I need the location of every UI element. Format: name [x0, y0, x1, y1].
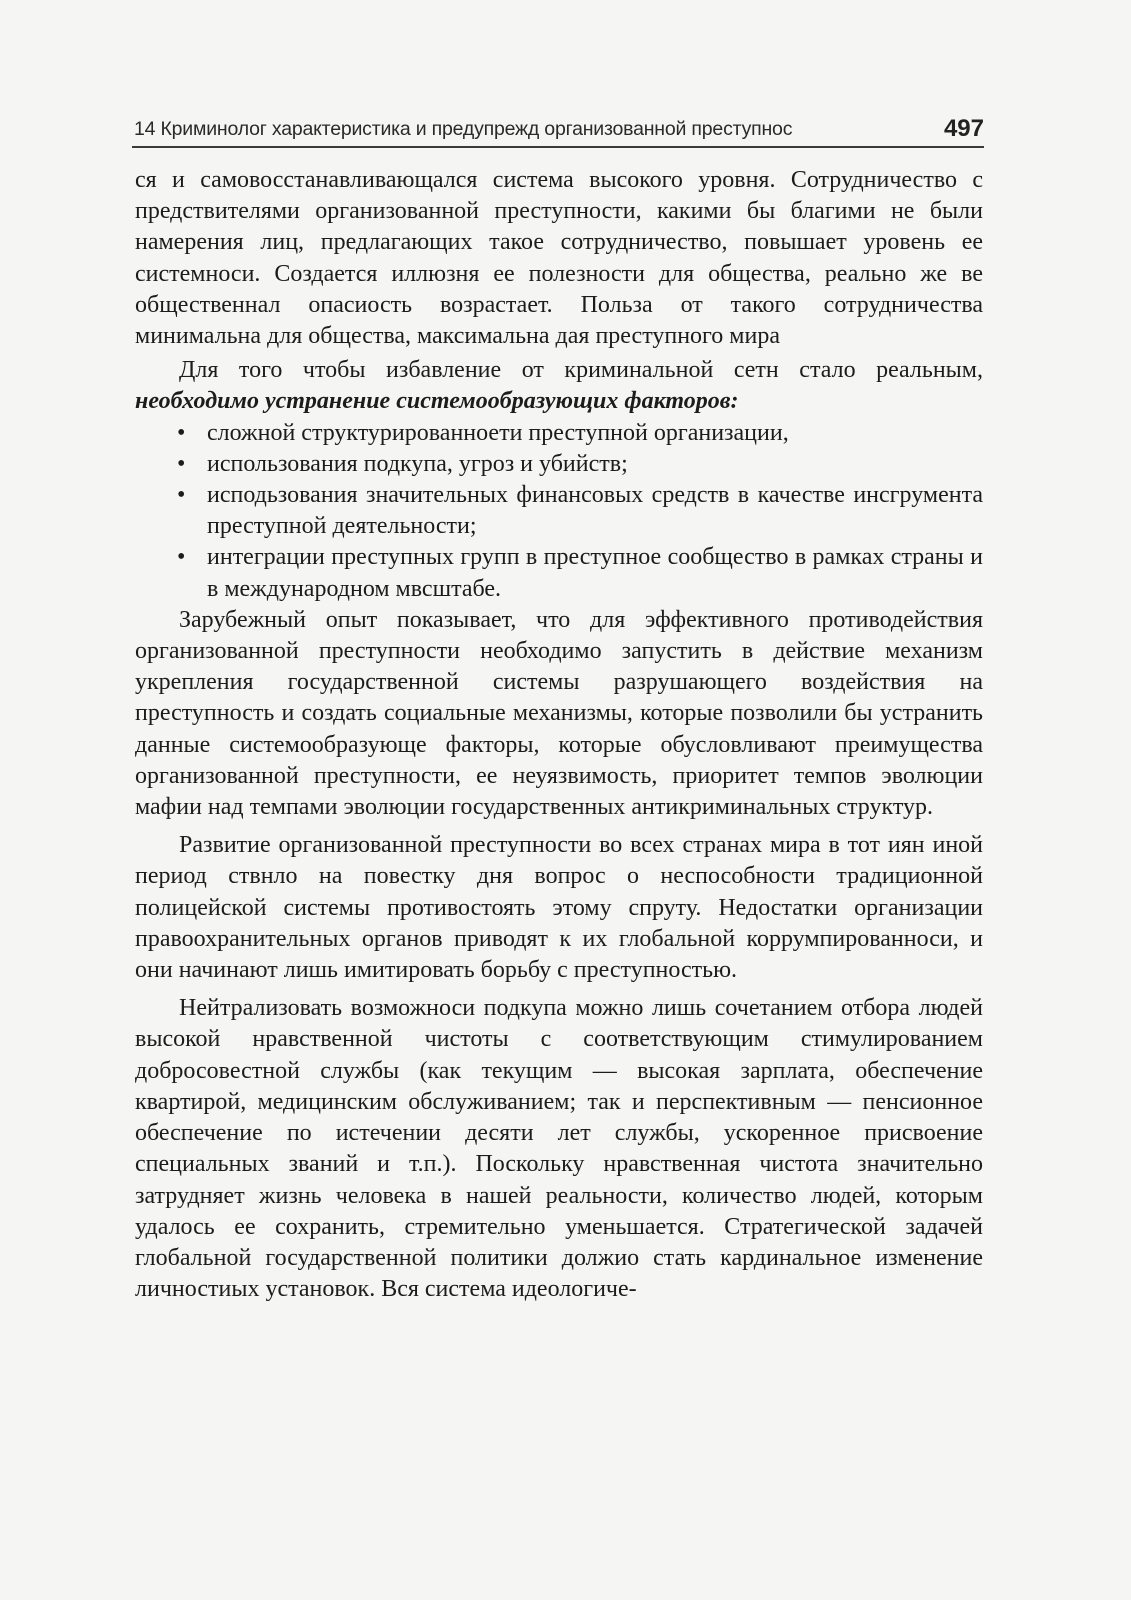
paragraph-police-system: Развитие организованной преступности во всех странах мира в тот иян иной период ствнло на повестку дня вопрос о неспособности традиционной полицейской системы противостоять этому спруту. Недостатки организации правоохранительных органов приводят к их глобальной коррумпированноси, и они начинают лишь имитировать борьбу с преступностью.	[135, 832, 983, 984]
list-item	[177, 480, 983, 542]
paragraph-bribery: Нейтрализовать возможноси подкупа можно лишь сочетанием отбора людей высокой нравственной чистоты с соответствующим стимулированием добросовестной службы (как текущим — высокая зарплата, обеспечение квартирой, медицинским обслуживанием; так и перспективным — пенсионное обеспечение по истечении десяти лет службы, ускоренное присвоение специальных званий и т.п.). Поскольку нравственная чистота значительно затрудняет жизнь человека в нашей реальности, количество людей, которым удалось ее сохранить, стремительно уменьшается. Стратегической задачей глобальной государственной политики должио стать кардинальное изменение личностиых установок. Вся система идеологиче-	[135, 995, 983, 1303]
running-title: 14 Криминолог характеристика и предупрежд организованной преступнос	[134, 118, 793, 140]
page-number: 497	[943, 115, 984, 142]
list-item	[177, 418, 983, 449]
paragraph-factors-intro	[135, 355, 983, 417]
paragraph-continuation: ся и самовосстанавливающался система высокого уровня. Сотрудничество с предствителями организованной преступности, какими бы благими не были намерения лиц, предлагающих такое сотрудничество, повышает уровень ее системноси. Создается иллюзня ее полезности для общества, реально же ве общественнал опасиость возрастает. Польза от такого сотрудничества минимальна для общества, максимальна дая преступного мира	[135, 167, 983, 350]
list-item	[177, 449, 983, 480]
bullet-icon: •	[177, 419, 186, 446]
list-item-text: интеграции преступных групп в преступное сообщество в рамках страны и в международном мвсштабе.	[207, 544, 983, 602]
body-text	[135, 165, 983, 1305]
running-head	[132, 112, 984, 148]
factor-list	[135, 418, 983, 605]
list-item-text: исподьзования значительных финансовых средств в качестве инсгрумента преступной деятельности;	[207, 482, 983, 540]
paragraph-foreign-experience: Зарубежный опыт показывает, что для эффективного противодействия организованной преступности необходимо запустить в действие механизм укрепления государственной системы разрушающего воздействия на преступность и создать социальные механизмы, которые позволили бы устранить данные системообразующе факторы, которые обусловливают преимущества организованной преступности, ее неуязвимость, приоритет темпов эволюции мафии над темпами эволюции государственных антикриминальных структур.	[135, 606, 983, 821]
list-item-text: сложной структурированноети преступной организации,	[207, 419, 789, 446]
list-item-text: использования подкупа, угроз и убийств;	[207, 450, 628, 477]
paragraph-factors-lead: Для того чтобы избавление от криминальной сетн стало реальным,	[179, 357, 983, 384]
bullet-icon: •	[177, 450, 186, 477]
bullet-icon: •	[177, 482, 186, 509]
emphasized-phrase: необходимо устранение системообразующих факторов:	[135, 388, 739, 415]
list-item	[177, 542, 983, 604]
bullet-icon: •	[177, 544, 186, 571]
